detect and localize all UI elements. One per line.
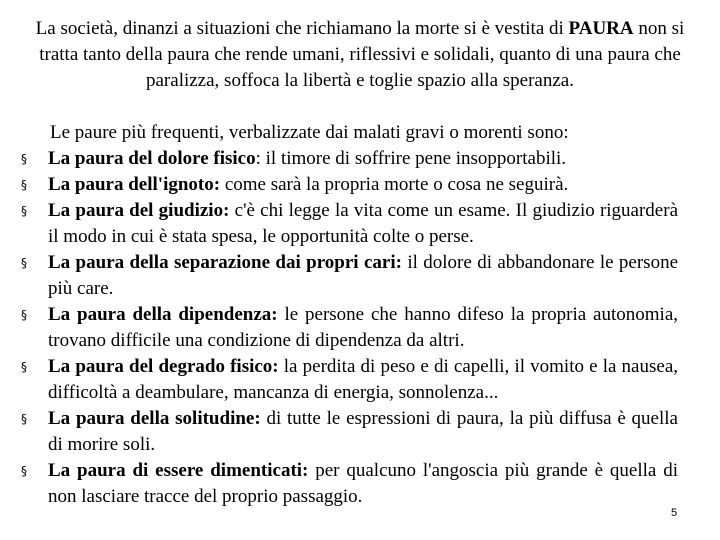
fear-title: La paura del giudizio: <box>48 200 230 221</box>
fear-item-separation <box>0 250 678 302</box>
fear-description: le persone che hanno difeso la propria autonomia, trovano difficile una condizione di dipendenza da altri. <box>48 304 679 351</box>
fear-item-judgement <box>0 198 678 250</box>
fear-description: il dolore di abbandonare le persone più care. <box>48 252 679 299</box>
bullet-icon: § <box>21 412 27 426</box>
fear-title: La paura della solitudine: <box>48 408 261 429</box>
bullet-icon: § <box>21 308 27 322</box>
intro-emphasis: PAURA <box>568 18 634 39</box>
fear-description: : il timore di soffrire pene insopportabili. <box>255 148 567 169</box>
fear-item-physical-decline <box>0 354 678 406</box>
fear-item-unknown <box>0 172 678 198</box>
bullet-icon: § <box>21 464 27 478</box>
fear-description: per qualcuno l'angoscia più grande è quella di non lasciare tracce del proprio passaggio. <box>48 460 678 507</box>
fear-description: di tutte le espressioni di paura, la più diffusa è quella di morire soli. <box>48 408 678 455</box>
fear-title: La paura della dipendenza: <box>48 304 278 325</box>
fear-item-being-forgotten <box>0 458 678 510</box>
fear-description: c'è chi legge la vita come un esame. Il giudizio riguarderà il modo in cui è stata spesa, le opportunità colte o perse. <box>48 200 679 247</box>
fear-item-physical-pain <box>0 146 678 172</box>
fear-title: La paura del degrado fisico: <box>48 356 279 377</box>
fear-title: La paura della separazione dai propri cari: <box>48 252 402 273</box>
fear-title: La paura del dolore fisico <box>48 148 256 169</box>
bullet-icon: § <box>21 204 27 218</box>
fear-title: La paura di essere dimenticati: <box>48 460 309 481</box>
bullet-icon: § <box>21 178 27 192</box>
bullet-icon: § <box>21 360 27 374</box>
bullet-icon: § <box>21 152 27 166</box>
fear-item-loneliness <box>0 406 678 458</box>
intro-text-start: La società, dinanzi a situazioni che richiamano la morte si è vestita di <box>35 18 569 39</box>
fears-list <box>0 146 720 510</box>
fears-lead: Le paure più frequenti, verbalizzate dai malati gravi o morenti sono: <box>50 122 569 143</box>
fear-description: come sarà la propria morte o cosa ne seguirà. <box>220 174 569 195</box>
fear-item-dependence <box>0 302 678 354</box>
intro-text-end: non si tratta tanto della paura che rende umani, riflessivi e solidali, quanto di una paura che paralizza, soffoca la libertà e toglie spazio alla speranza. <box>39 18 685 91</box>
intro-paragraph <box>20 16 700 94</box>
fear-title: La paura dell'ignoto: <box>48 174 221 195</box>
bullet-icon: § <box>21 256 27 270</box>
fear-description: la perdita di peso e di capelli, il vomito e la nausea, difficoltà a deambulare, mancanza di energia, sonnolenza... <box>48 356 679 403</box>
page-number: 5 <box>670 507 678 519</box>
